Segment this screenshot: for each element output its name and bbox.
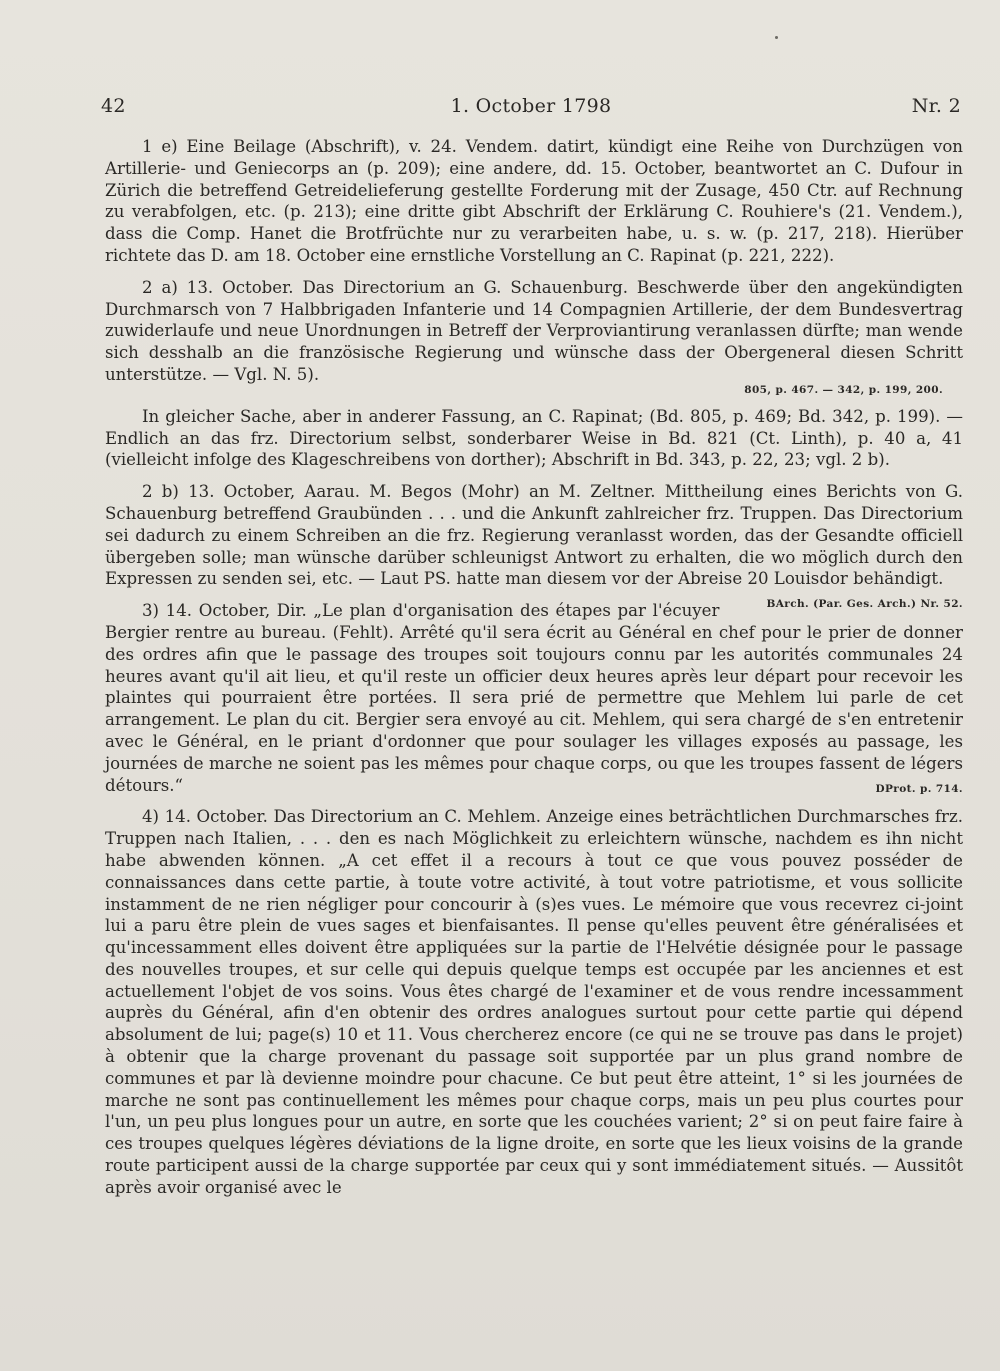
paragraph-2a <box>105 277 963 386</box>
paragraph-text: 4) 14. October. Das Directorium an C. Mehlem. Anzeige eines beträchtlichen Durchmarsches frz. Truppen nach Italien, . . . den es nach Möglichkeit zu erleichtern wünsche, nachdem es ihn nicht habe abwenden können. „A cet effet il a recours à tout ce que vous pouvez posséder de connaissances dans cette partie, à toute votre activité, à tout votre patriotisme, et vous sollicite instamment de ne rien négliger pour concourir à (s)es vues. Le mémoire que vous recevrez ci-joint lui a paru être plein de vues sages et bienfaisantes. Il pense qu'elles peuvent être généralisées et qu'incessamment elles doivent être appliquées sur la partie de l'Helvétie désignée pour le passage des nouvelles troupes, et sur celle qui depuis quelque temps est occupée par les anciennes et est actuellement l'objet de vos soins. Vous êtes chargé de l'examiner et de vous rendre incessamment auprès du Général, afin d'en obtenir des ordres analogues surtout pour cette partie qui dépend absolument de lui; page(s) 10 et 11. Vous chercherez encore (ce qui ne se trouve pas dans le projet) à obtenir que la charge provenant du passage soit supportée par un plus grand nombre de communes et par là devienne moindre pour chacune. Ce but peut être atteint, 1° si les journées de marche ne sont pas continuellement les mêmes pour chaque corps, mais un peu plus courtes pour l'un, un peu plus longues pour un autre, en sorte que les couchées varient; 2° si on peut faire faire à ces troupes quelques légères déviations de la ligne droite, en sorte que les lieux voisins de la grande route participent aussi de la charge supportée par ceux qui y sont immédiatement situés. — Aussitôt après avoir organisé avec le <box>105 807 963 1197</box>
paragraph-2b <box>105 481 963 611</box>
document-number: Nr. 2 <box>911 95 961 117</box>
paragraph-2a-variant <box>105 406 963 471</box>
paragraph-3 <box>105 600 963 796</box>
paragraph-text: 3) 14. October, Dir. „Le plan d'organisation des étapes par l'écuyer Bergier rentre au bureau. (Fehlt). Arrêté qu'il sera écrit au Général en chef pour le prier de donner des ordres afin que le passage des troupes soit toujours connu par les autorités communales 24 heures avant qu'il ait lieu, et qu'il reste un officier deux heures après leur départ pour recevoir les plaintes qui pourraient être portées. Il sera prié de permettre que Mehlem lui parle de cet arrangement. Le plan du cit. Bergier sera envoyé au cit. Mehlem, qui sera chargé de s'en entretenir avec le Général, en le priant d'ordonner que pour soulager les villages exposés au passage, les journées de marche ne soient pas les mêmes pour chaque corps, ou que les troupes fassent de légers détours.“ <box>105 601 963 795</box>
paragraph-1e <box>105 136 963 267</box>
paragraph-text: 2 a) 13. October. Das Directorium an G. Schauenburg. Beschwerde über den angekündigten Durchmarsch von 7 Halbbrigaden Infanterie und 14 Compagnien Artillerie, der dem Bundesvertrag zuwiderlaufe und neue Unordnungen in Betreff der Verproviantirung veranlassen dürfte; man wende sich desshalb an die französische Regierung und wünsche dass der Obergeneral diesen Schritt unterstütze. — Vgl. N. 5). <box>105 277 963 384</box>
running-date: 1. October 1798 <box>450 95 612 117</box>
paper-speck <box>775 36 778 39</box>
page-header <box>101 95 961 125</box>
page-body <box>105 136 963 1209</box>
paragraph-text: 2 b) 13. October, Aarau. M. Begos (Mohr) an M. Zeltner. Mittheilung eines Berichts von G. Schauenburg betreffend Graubünden . . . und die Ankunft zahlreicher frz. Truppen. Das Directorium sei dadurch zu einem Schreiben an die frz. Regierung veranlasst worden, das der Gesandte officiell übergeben solle; man wünsche darüber schleunigst Antwort zu erhalten, die wo möglich durch den Expressen zu senden sei, etc. — Laut PS. hatte man diesem vor der Abreise 20 Louisdor behändigt. <box>105 482 963 589</box>
source-reference: 805, p. 467. — 342, p. 199, 200. <box>744 383 943 396</box>
paragraph-4 <box>105 806 963 1198</box>
source-reference: DProt. p. 714. <box>875 782 963 795</box>
source-reference: BArch. (Par. Ges. Arch.) Nr. 52. <box>766 598 963 611</box>
page-number: 42 <box>101 95 126 117</box>
paragraph-text: In gleicher Sache, aber in anderer Fassung, an C. Rapinat; (Bd. 805, p. 469; Bd. 342, p. 199). — Endlich an das frz. Directorium selbst, sonderbarer Weise in Bd. 821 (Ct. Linth), p. 40 a, 41 (vielleicht infolge des Klageschreibens von dorther); Abschrift in Bd. 343, p. 22, 23; vgl. 2 b). <box>105 406 963 470</box>
paragraph-text: 1 e) Eine Beilage (Abschrift), v. 24. Vendem. datirt, kündigt eine Reihe von Durchzügen von Artillerie- und Geniecorps an (p. 209); eine andere, dd. 15. October, beantwortet an C. Dufour in Zürich die betreffend Getreidelieferung gestellte Forderung mit der Zusage, 450 Ctr. auf Rechnung zu verabfolgen, etc. (p. 213); eine dritte gibt Abschrift der Erklärung C. Rouhiere's (21. Vendem.), dass die Comp. Hanet die Brotfrüchte nur zu verarbeiten habe, u. s. w. (p. 217, 218). Hierüber richtete das D. am 18. October eine ernstliche Vorstellung an C. Rapinat (p. 221, 222). <box>105 137 963 265</box>
